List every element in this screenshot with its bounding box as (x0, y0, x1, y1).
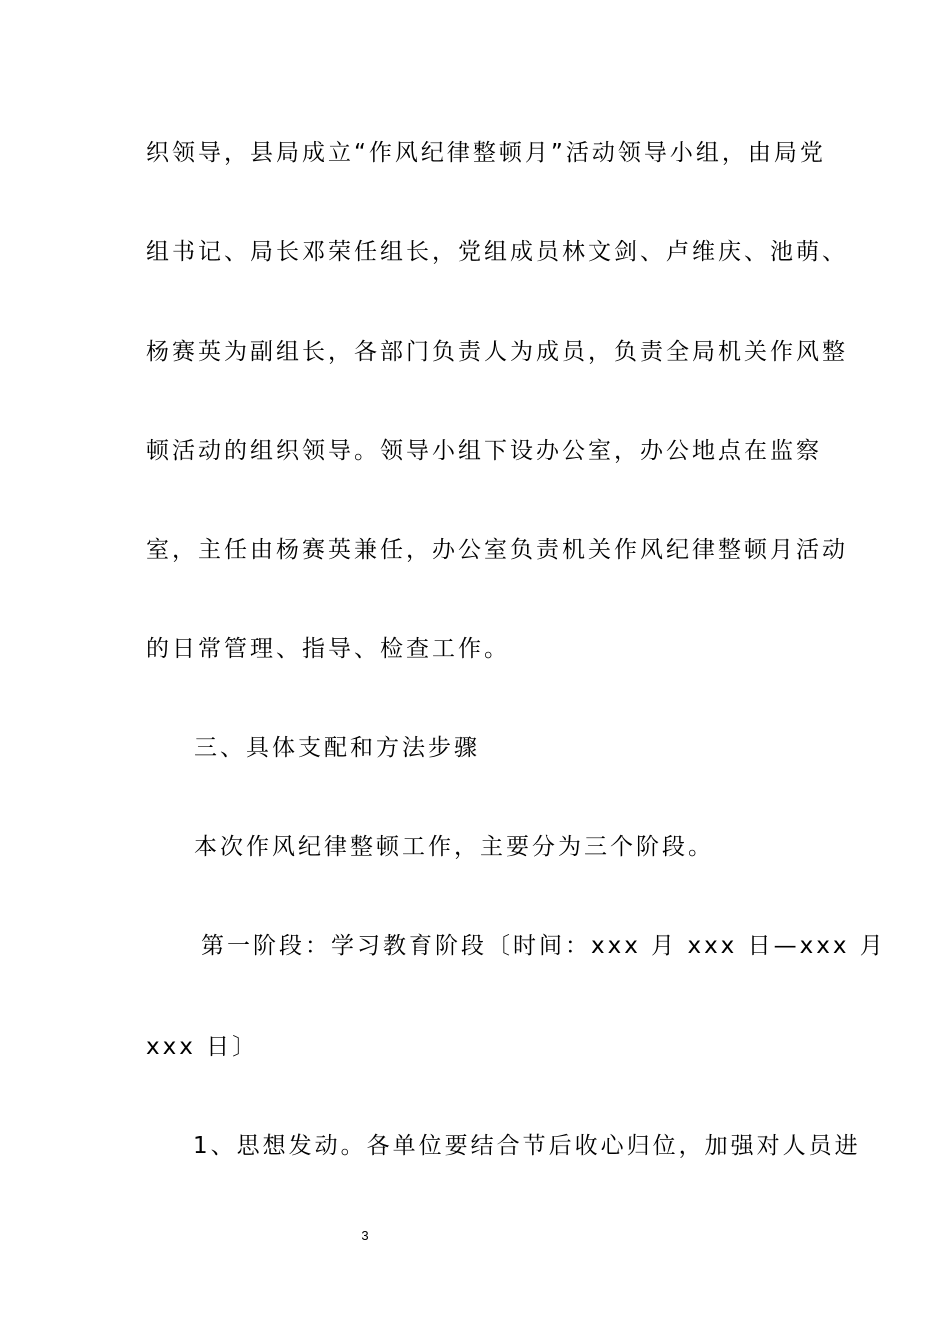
paragraph-line: 本次作风纪律整顿工作，主要分为三个阶段。 (194, 834, 714, 860)
phase-heading-line: xxx 日〕 (146, 1034, 259, 1060)
section-heading: 三、具体支配和方法步骤 (194, 735, 480, 761)
paragraph-line: 织领导，县局成立“作风纪律整顿月”活动领导小组，由局党 (146, 140, 826, 166)
phase-heading-line: 第一阶段：学习教育阶段〔时间：xxx 月 xxx 日—xxx 月 (201, 933, 886, 959)
page-number: 3 (361, 1228, 369, 1243)
paragraph-line: 的日常管理、指导、检查工作。 (146, 636, 510, 662)
paragraph-line: 杨赛英为副组长，各部门负责人为成员，负责全局机关作风整 (146, 339, 848, 365)
paragraph-line: 组书记、局长邓荣任组长，党组成员林文剑、卢维庆、池萌、 (146, 239, 848, 265)
paragraph-line: 顿活动的组织领导。领导小组下设办公室，办公地点在监察 (146, 438, 822, 464)
paragraph-line: 1、思想发动。各单位要结合节后收心归位，加强对人员进 (193, 1133, 861, 1159)
paragraph-line: 室，主任由杨赛英兼任，办公室负责机关作风纪律整顿月活动 (146, 537, 848, 563)
